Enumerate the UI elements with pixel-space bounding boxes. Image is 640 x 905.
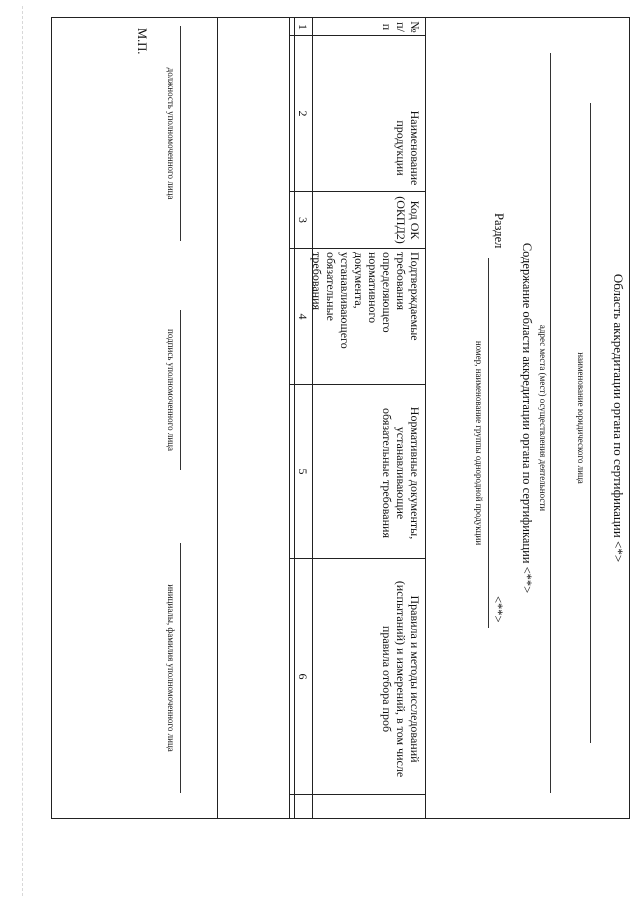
column-number-4: 4 (296, 313, 310, 320)
column-number-6: 6 (296, 673, 310, 680)
content-title: Содержание области аккредитации органа по сертификации <**> (520, 242, 534, 594)
column-number-3: 3 (296, 217, 310, 223)
address-line (550, 53, 551, 793)
stamp-place-label: М.П. (135, 28, 149, 55)
accreditation-table (217, 18, 426, 818)
org-name-line (590, 103, 591, 743)
table-number-divider (294, 18, 295, 818)
name-caption: инициалы, фамилия уполномоченного лица (166, 584, 176, 752)
name-line (180, 543, 181, 793)
table-col-divider (289, 794, 426, 795)
position-line (180, 26, 181, 241)
table-bottom-border (217, 18, 218, 818)
section-caption: номер, наименование группы однородной продукции (474, 340, 484, 546)
org-name-caption: наименование юридического лица (576, 352, 586, 484)
address-caption: адрес места (мест) осуществления деятельности (538, 324, 548, 512)
column-number-1: 1 (296, 24, 310, 30)
signature-caption: подпись уполномоченного лица (166, 329, 176, 451)
table-header-divider (312, 18, 313, 818)
column-header-normative-documents: Нормативные документы, устанавливающие обязательные требования (380, 406, 422, 540)
section-line (488, 258, 489, 628)
column-header-requirements: Подтверждаемые требования определяющего нормативного документа, устанавливающего обязательные требования (310, 252, 422, 349)
scan-margin-mark (22, 6, 27, 896)
position-caption: должность уполномоченного лица (166, 67, 176, 200)
column-header-methods: Правила и методы исследований (испытаний) и измерений, в том числе правила отбора проб (380, 580, 422, 778)
column-number-5: 5 (296, 468, 310, 475)
column-header-product-name: Наименование продукции (394, 110, 422, 186)
table-body-divider (289, 18, 290, 818)
section-label: Раздел (492, 213, 506, 249)
table-top-border (425, 18, 426, 818)
signature-line (180, 310, 181, 470)
document-title: Область аккредитации органа по сертификации <*> (611, 273, 626, 563)
column-header-number: № п/п (380, 21, 422, 33)
column-header-okpd2-code: Код ОК (ОКПД2) (394, 196, 422, 244)
section-ref: <**> (491, 596, 505, 623)
rotated-document-page (53, 18, 631, 818)
column-number-2: 2 (296, 110, 310, 117)
